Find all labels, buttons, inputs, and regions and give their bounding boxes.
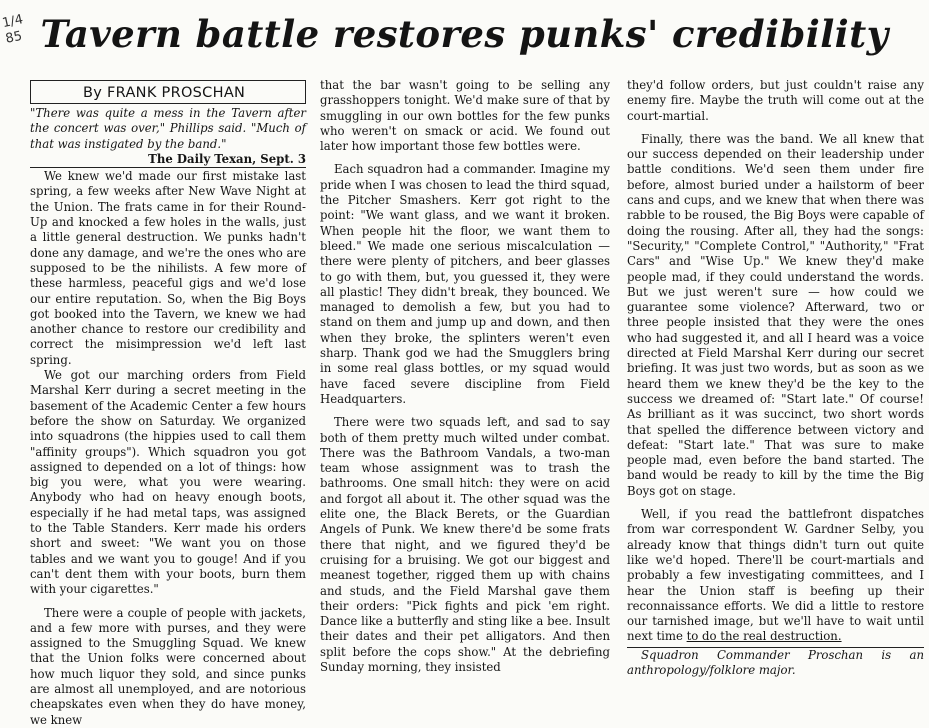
article-column-3 — [627, 78, 924, 678]
paragraph: There were a couple of people with jackets, and a few more with purses, and they were assigned to the Smuggling Squad. We knew that the Union folks were concerned about how much liquor they sold, and since punks are almost all unemployed, and are notorious cheapskates even when they do have money, we knew — [30, 605, 306, 727]
paragraph-final — [627, 507, 924, 645]
paragraph: We got our marching orders from Field Marshal Kerr during a secret meeting in the basement of the Academic Center a few hours before the show on Saturday. We organized into squadrons (the hippies used to call them "affinity groups"). Which squadron you got assigned to depended on a lot of things: how big you were, what you were wearing. Anybody who had on heavy enough boots, especially if he had metal taps, was assigned to the Table Standers. Kerr made his orders short and sweet: "We want you on those tables and we want you to gouge! And if you can't dent them with your boots, burn them with your cigarettes." — [30, 368, 306, 597]
paragraph: that the bar wasn't going to be selling any grasshoppers tonight. We'd make sure of that by smuggling in our own bottles for the few punks who weren't on smack or acid. We found out later how important those few bottles were. — [320, 78, 610, 154]
margin-note-line-2: 85 — [4, 28, 24, 47]
article-headline: Tavern battle restores punks' credibility — [40, 12, 889, 56]
final-paragraph-text: Well, if you read the battlefront dispatches from war correspondent W. Gardner Selby, you already know that things didn't turn out quite like we'd hoped. There'll be court-martials and probably a few investigating committees, and I hear the Union staff is beefing up their reconnaissance efforts. We did a little to restore our tarnished image, but we'll have to wait until next time — [627, 507, 924, 644]
underlined-closing-phrase: to do the real destruction. — [686, 629, 842, 644]
paragraph: There were two squads left, and sad to say both of them pretty much wilted under combat. There was the Bathroom Vandals, a two-man team whose assignment was to trash the bathrooms. One small hitch: they were on acid and forgot all about it. The other squad was the elite one, the Black Berets, or the Guardian Angels of Punk. We knew there'd be some frats there that night, and we figured they'd be cruising for a bruising. We got our biggest and meanest together, rigged them up with chains and studs, and the Field Marshal gave them their orders: "Pick fights and pick 'em right. Dance like a butterfly and sting like a bee. Insult their dates and their pet alligators. And then split before the cops show." At the debriefing Sunday morning, they insisted — [320, 415, 610, 674]
byline-box: By FRANK PROSCHAN — [30, 80, 306, 104]
paragraph: they'd follow orders, but just couldn't raise any enemy fire. Maybe the truth will come out at the court-martial. — [627, 78, 924, 123]
paragraph: We knew we'd made our first mistake last spring, a few weeks after New Wave Night at the Union. The frats came in for their Round-Up and knocked a few holes in the walls, just a little general destruction. We punks hadn't done any damage, and we're the ones who are supposed to be the nihilists. A few more of these harmless, peaceful gigs and we'd lose our entire reputation. So, when the Big Boys got booked into the Tavern, we knew we had another chance to restore our credibility and correct the misimpression we'd left last spring. — [30, 169, 306, 367]
author-tagline: Squadron Commander Proschan is an anthropology/folklore major. — [627, 647, 924, 677]
paragraph: Each squadron had a commander. Imagine my pride when I was chosen to lead the third squad, the Pitcher Smashers. Kerr got right to the point: "We want glass, and we want it broken. When people hit the floor, we want them to bleed." We made one serious miscalculation — there were plenty of pitchers, and beer glasses to go with them, but, you guessed it, they were all plastic! They didn't break, they bounced. We managed to demolish a few, but you had to stand on them and jump up and down, and then when they broke, the splinters weren't even sharp. Thank god we had the Smugglers bring in some real glass bottles, or my squad would have faced severe discipline from Field Headquarters. — [320, 162, 610, 406]
article-column-2 — [320, 78, 610, 675]
pull-quote: "There was quite a mess in the Tavern after the concert was over," Phillips said. "Much of that was instigated by the band." — [30, 106, 306, 151]
pull-quote-source: The Daily Texan, Sept. 3 — [30, 152, 306, 168]
paragraph: Finally, there was the band. We all knew that our success depended on their leadership under battle conditions. We'd seen them under fire before, almost buried under a hailstorm of beer cans and cups, and we knew that when there was rabble to be roused, the Big Boys were capable of doing the rousing. After all, they had the songs: "Security," "Complete Control," "Authority," "Frat Cars" and "Wise Up." We knew they'd make people mad, if they could understand the words. But we just weren't sure — how could we guarantee some violence? Afterward, two or three people insisted that they were the ones who had suggested it, and all I heard was a voice directed at Field Marshal Kerr during our secret briefing. It was just two words, but as soon as we heard them we knew they'd be the key to the success we dreamed of: "Start late." Of course! As brilliant as it was succinct, two short words that spelled the difference between victory and defeat: "Start late." That was sure to make people mad, even before the band started. The band would be ready to kill by the time the Big Boys got on stage. — [627, 131, 924, 498]
article-column-1 — [30, 78, 306, 728]
margin-note-line-1: 1/4 — [0, 12, 25, 32]
